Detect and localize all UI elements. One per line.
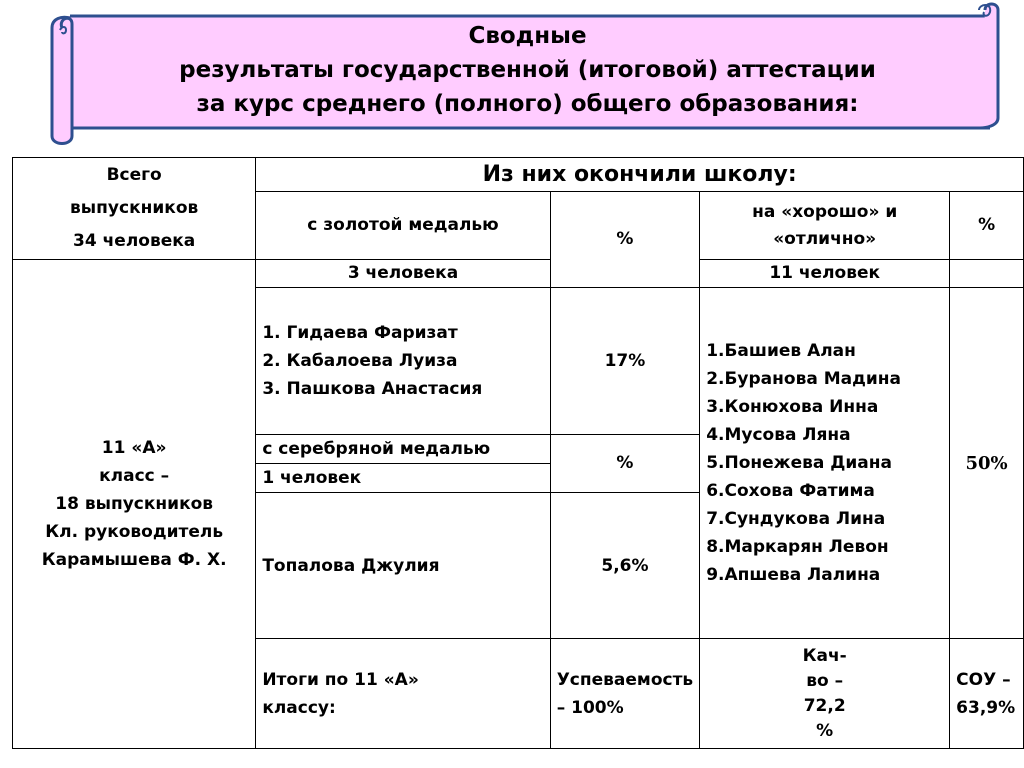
- success-rate: Успеваемость – 100%: [550, 639, 699, 749]
- good-excellent-names: 1.Башиев Алан 2.Буранова Мадина 3.Конюхова Инна 4.Мусова Ляна 5.Понежева Диана 6.Сохова Фатима 7.Сундукова Лина 8.Маркарян Левон 9.Апшева Лалина: [700, 288, 950, 639]
- gold-percent: 17%: [550, 288, 699, 435]
- sou-rate: СОУ – 63,9%: [950, 639, 1024, 749]
- silver-percent: 5,6%: [550, 493, 699, 639]
- empty-cell: [950, 260, 1024, 288]
- silver-medal-header: с серебряной медалью: [256, 435, 550, 464]
- graduated-header: Из них окончили школу:: [256, 158, 1024, 192]
- results-table: [12, 157, 1024, 749]
- silver-count: 1 человек: [256, 464, 550, 493]
- gold-medal-header: с золотой медалью: [256, 192, 550, 260]
- title-line-3: за курс среднего (полного) общего образования:: [196, 91, 859, 117]
- gold-medal-names: 1. Гидаева Фаризат 2. Кабалоева Луиза 3. Пашкова Анастасия: [256, 288, 550, 435]
- total-graduates-header: Всего выпускников 34 человека: [13, 158, 256, 260]
- title-line-1: Сводные: [468, 23, 587, 49]
- good-excellent-percent: 50%: [950, 288, 1024, 639]
- gold-percent-header: %: [550, 192, 699, 288]
- gold-count: 3 человека: [256, 260, 550, 288]
- totals-label: Итоги по 11 «А» классу:: [256, 639, 550, 749]
- good-excellent-header: на «хорошо» и «отлично»: [700, 192, 950, 260]
- silver-percent-header: %: [550, 435, 699, 493]
- quality-rate: Кач- во – 72,2 %: [700, 639, 950, 749]
- silver-medal-name: Топалова Джулия: [256, 493, 550, 639]
- class-info: 11 «А» класс – 18 выпускников Кл. руководитель Карамышева Ф. Х.: [13, 260, 256, 749]
- good-count: 11 человек: [700, 260, 950, 288]
- title-line-2: результаты государственной (итоговой) аттестации: [179, 57, 876, 83]
- good-percent-header: %: [950, 192, 1024, 260]
